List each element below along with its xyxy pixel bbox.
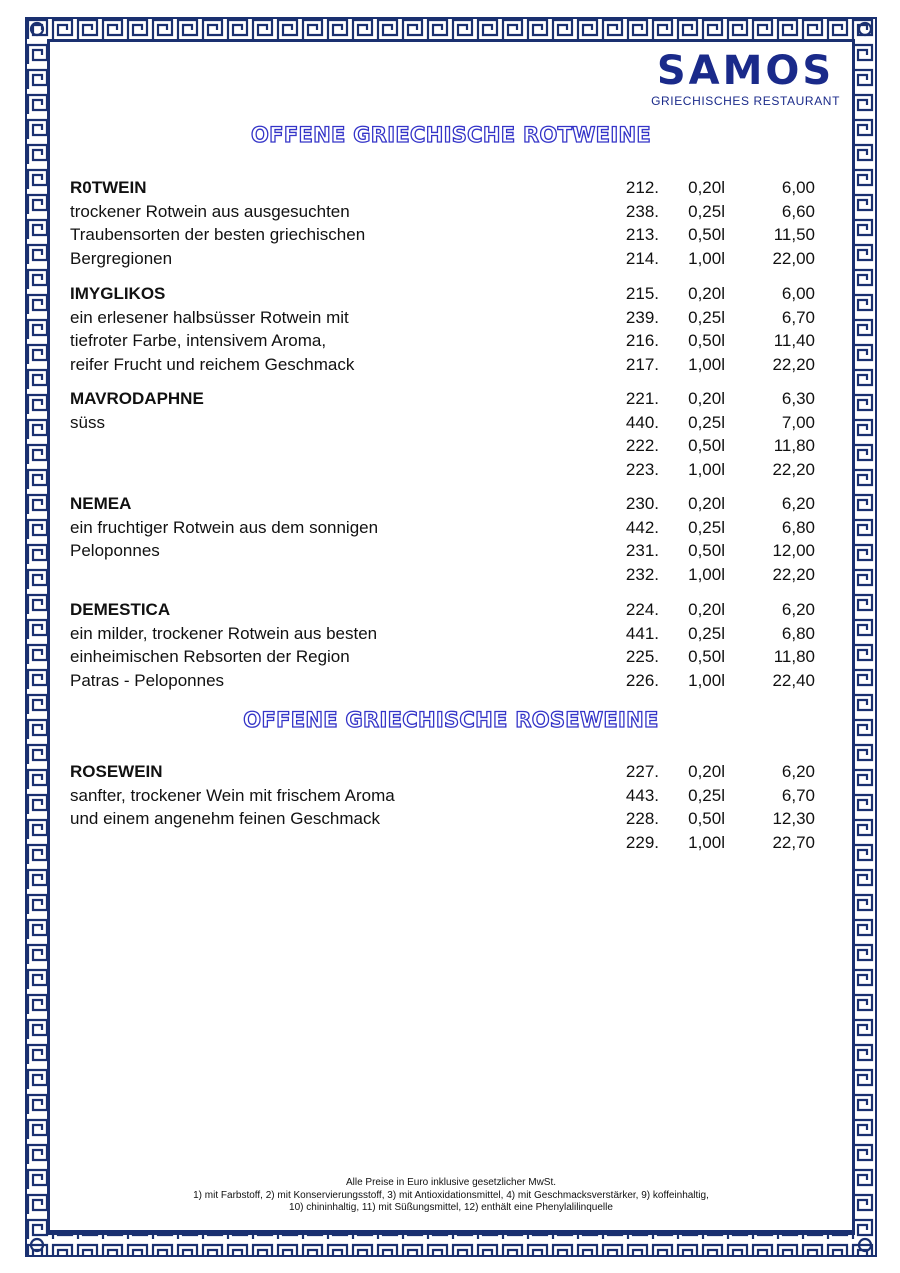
wine-name: DEMESTICA [70,600,171,619]
item-number: 217. [625,354,659,374]
item-number: 228. [625,809,659,828]
item-volume: 0,50l [688,809,725,828]
item-price: 22,40 [772,670,815,690]
wine-item-rosewein [70,760,815,854]
item-number: 223. [625,459,659,479]
restaurant-logo [651,50,840,108]
wine-name: ROSEWEIN [70,762,163,781]
item-volume: 0,25l [688,307,725,327]
wine-item-rotwein [70,176,815,270]
section-title-rotweine: OFFENE GRIECHISCHE ROTWEINE [251,123,651,147]
logo-subtitle: GRIECHISCHES RESTAURANT [651,94,840,108]
item-volume: 0,20l [688,600,725,619]
item-number: 238. [625,201,659,221]
wine-description: einheimischen Rebsorten der Region [70,647,350,666]
item-number: 215. [625,284,659,303]
item-volume: 1,00l [688,832,725,852]
item-number: 231. [625,541,659,560]
logo-name: SAMOS [656,48,835,94]
item-number: 224. [625,600,659,619]
wine-description: ein fruchtiger Rotwein aus dem sonnigen [70,517,379,537]
item-volume: 0,20l [688,284,725,303]
section-title-roseweine: OFFENE GRIECHISCHE ROSEWEINE [243,708,659,732]
item-price: 6,70 [781,785,815,805]
item-number: 212. [625,178,659,197]
item-number: 440. [625,412,659,432]
item-number: 227. [625,762,659,781]
item-number: 226. [625,670,659,690]
item-volume: 0,25l [688,623,725,643]
item-volume: 0,50l [688,331,725,350]
footer-vat-note: Alle Preise in Euro inklusive gesetzlicher MwSt. [345,1177,557,1188]
footer-additives-line2: 10) chininhaltig, 11) mit Süßungsmittel, 12) enthält eine Phenylalilinquelle [289,1202,613,1213]
item-volume: 0,50l [688,225,725,244]
item-volume: 1,00l [688,354,725,374]
item-price: 11,80 [773,436,815,455]
item-number: 232. [625,564,659,584]
wine-name: R0TWEIN [70,178,147,197]
item-number: 230. [625,494,659,513]
wine-description: tiefroter Farbe, intensivem Aroma, [70,331,327,350]
item-number: 213. [625,225,659,244]
item-volume: 1,00l [688,459,725,479]
item-price: 6,80 [781,517,815,537]
item-price: 11,40 [773,331,815,350]
wine-item-demestica [70,598,815,692]
item-volume: 1,00l [688,248,725,268]
item-volume: 0,20l [688,178,725,197]
item-number: 443. [625,785,659,805]
item-volume: 0,50l [688,541,725,560]
item-volume: 0,25l [688,517,725,537]
item-number: 225. [625,647,659,666]
item-price: 6,60 [781,201,815,221]
wine-name: IMYGLIKOS [70,284,166,303]
item-price: 22,70 [772,832,815,852]
item-number: 222. [625,436,659,455]
item-volume: 0,20l [688,494,725,513]
footer-note [50,1177,852,1215]
wine-description: und einem angenehm feinen Geschmack [70,809,380,828]
item-price: 6,00 [781,284,815,303]
wine-description: ein milder, trockener Rotwein aus besten [70,623,378,643]
item-volume: 0,50l [688,647,725,666]
item-number: 221. [625,389,659,408]
item-price: 12,00 [772,541,815,560]
wine-item-imyglikos [70,282,815,376]
item-price: 12,30 [772,809,815,828]
item-number: 229. [625,832,659,852]
wine-name: MAVRODAPHNE [70,389,204,408]
footer-additives-line1: 1) mit Farbstoff, 2) mit Konservierungsstoff, 3) mit Antioxidationsmittel, 4) mit Geschmacksverstärker, 9) koffeinhaltig, [193,1189,709,1201]
wine-description: Patras - Peloponnes [70,670,225,690]
item-volume: 1,00l [688,670,725,690]
item-volume: 0,25l [688,785,725,805]
item-volume: 0,20l [688,389,725,408]
item-price: 6,20 [781,600,815,619]
item-price: 22,20 [772,354,815,374]
wine-description: Peloponnes [70,541,160,560]
item-price: 6,30 [781,389,815,408]
item-price: 11,50 [773,225,815,244]
wine-description: trockener Rotwein aus ausgesuchten [70,201,350,221]
item-price: 6,70 [781,307,815,327]
wine-description: sanfter, trockener Wein mit frischem Aroma [70,785,395,805]
item-number: 239. [625,307,659,327]
item-volume: 0,25l [688,412,725,432]
wine-name: NEMEA [70,494,132,513]
item-price: 7,00 [781,412,815,432]
wine-item-mavrodaphne [70,387,815,481]
item-number: 441. [625,623,659,643]
wine-description: Bergregionen [70,248,173,268]
item-price: 6,20 [781,762,815,781]
item-volume: 1,00l [688,564,725,584]
item-price: 11,80 [773,647,815,666]
item-number: 442. [625,517,659,537]
item-price: 6,20 [781,494,815,513]
wine-item-nemea [70,492,815,586]
item-price: 22,00 [772,248,815,268]
item-volume: 0,25l [688,201,725,221]
wine-description: Traubensorten der besten griechischen [70,225,366,244]
item-price: 22,20 [772,459,815,479]
wine-description: süss [70,412,105,432]
wine-description: ein erlesener halbsüsser Rotwein mit [70,307,349,327]
item-number: 216. [625,331,659,350]
item-volume: 0,20l [688,762,725,781]
item-price: 6,80 [781,623,815,643]
item-price: 22,20 [772,564,815,584]
item-number: 214. [625,248,659,268]
item-volume: 0,50l [688,436,725,455]
item-price: 6,00 [781,178,815,197]
wine-description: reifer Frucht und reichem Geschmack [70,354,355,374]
